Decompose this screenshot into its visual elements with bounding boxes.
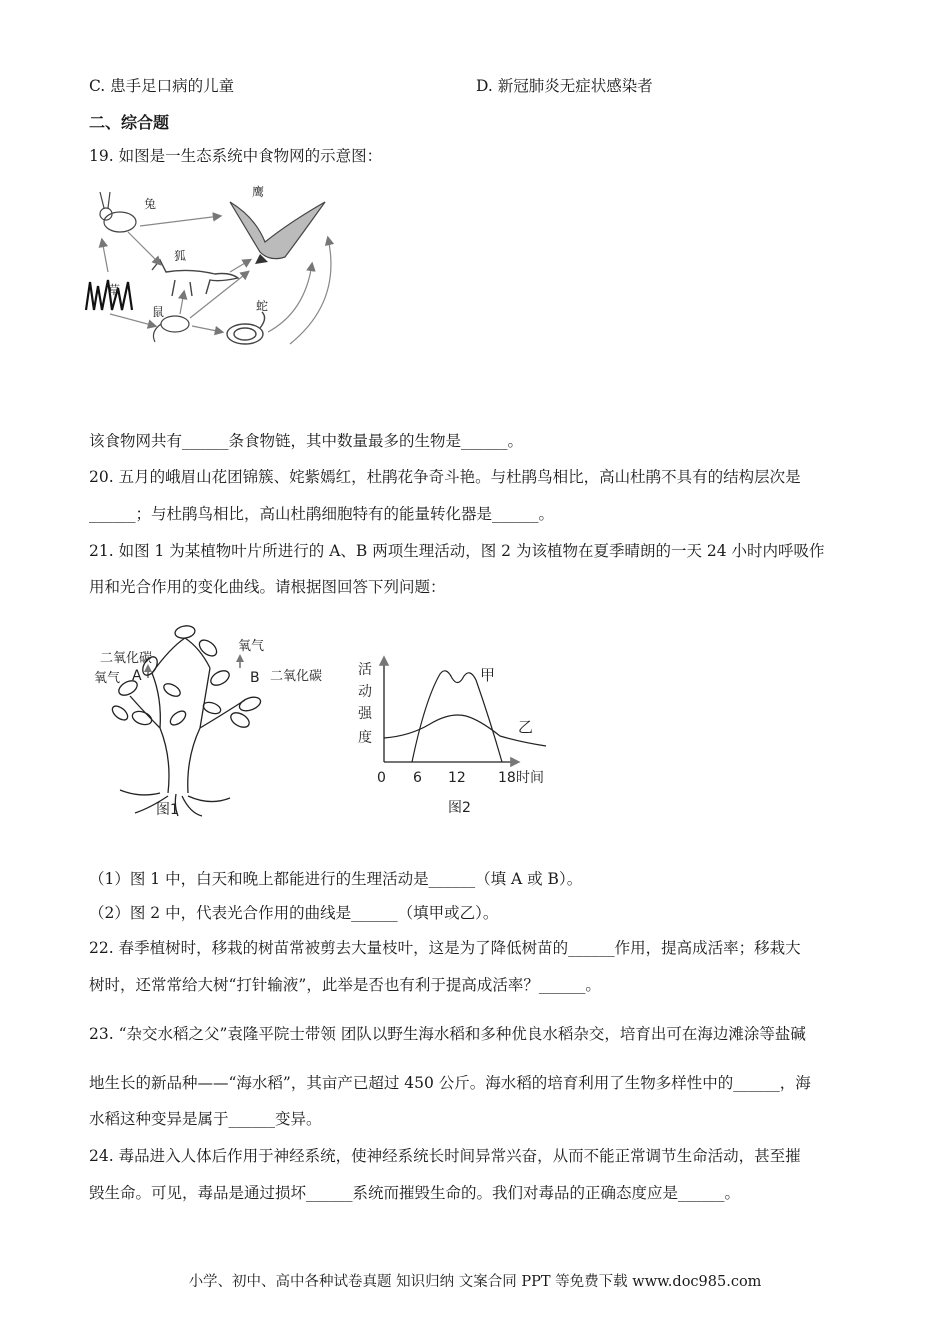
q19-stem: 19. 如图是一生态系统中食物网的示意图： [89,147,383,165]
page-footer: 小学、初中、高中各种试卷真题 知识归纳 文案合同 PPT 等免费下载 www.doc985.com [188,1274,762,1290]
q20-line1: 20. 五月的峨眉山花团锦簇、姹紫嫣红，杜鹃花争奇斗艳。与杜鹃鸟相比，高山杜鹃不具有的结构层次是 [89,468,801,486]
fig1-o2-right: 氧气 [238,639,265,654]
fig1-co2-right: 二氧化碳 [270,669,323,684]
tick-6: 6 [413,770,422,786]
label-grass: 草 [108,283,121,297]
snake-illustration [227,312,265,344]
xlabel: 时间 [516,770,544,786]
fig1-o2-left: 氧气 [94,671,121,686]
label-snake: 蛇 [256,299,269,313]
q21-line2: 用和光合作用的变化曲线。请根据图回答下列问题： [89,578,446,596]
q22-line1: 22. 春季植树时，移栽的树苗常被剪去大量枝叶，这是为了降低树苗的______作用，提高成活率；移栽大 [89,939,801,957]
tick-18: 18 [498,770,516,786]
rabbit-illustration [100,192,136,232]
q20-line2: ______；与杜鹃鸟相比，高山杜鹃细胞特有的能量转化器是______。 [89,505,555,523]
q21-sub1: （1）图 1 中，白天和晚上都能进行的生理活动是______（填 A 或 B）。 [89,870,583,888]
q23-line1: 23. “杂交水稻之父”袁隆平院士带领 团队以野生海水稻和多种优良水稻杂交，培育出可在海边滩涂等盐碱 [89,1025,806,1043]
q19-question: 该食物网共有______条食物链，其中数量最多的生物是______。 [89,432,524,450]
q23-line2: 地生长的新品种——“海水稻”，其亩产已超过 450 公斤。海水稻的培育利用了生物多样性中的______，海 [89,1074,811,1092]
curve-jia-label: 甲 [480,666,496,684]
curve-yi-label: 乙 [518,718,534,736]
label-mouse: 鼠 [152,305,165,319]
tick-0: 0 [377,770,386,786]
activity-chart [350,650,570,820]
option-d: D. 新冠肺炎无症状感染者 [476,77,653,95]
fig1-co2-left: 二氧化碳 [100,651,153,666]
q21-sub2: （2）图 2 中，代表光合作用的曲线是______（填甲或乙）。 [89,904,499,922]
eagle-illustration [230,202,325,264]
q21-line1: 21. 如图 1 为某植物叶片所进行的 A、B 两项生理活动，图 2 为该植物在夏季晴朗的一天 24 小时内呼吸作 [89,542,825,560]
label-fox: 狐 [174,249,187,263]
label-rabbit: 兔 [144,197,157,211]
label-eagle: 鹰 [252,185,265,199]
tick-12: 12 [448,770,466,786]
plant-figure [90,618,340,820]
fig1-caption: 图1 [156,802,179,818]
fig1-label-b: B [250,670,260,686]
fig1-label-a: A [132,668,142,684]
food-web-figure [80,182,350,362]
q24-line2: 毁生命。可见，毒品是通过损坏______系统而摧毁生命的。我们对毒品的正确态度应是______。 [89,1184,741,1202]
option-c: C. 患手足口病的儿童 [89,77,235,95]
q24-line1: 24. 毒品进入人体后作用于神经系统，使神经系统长时间异常兴奋，从而不能正常调节生命活动，甚至摧 [89,1147,801,1165]
curve-jia [412,671,502,762]
ylabel-char-4: 度 [358,730,372,746]
ylabel-char-3: 强 [358,706,372,722]
q23-line3: 水稻这种变异是属于______变异。 [89,1110,322,1128]
section-heading: 二、综合题 [89,113,170,132]
q22-line2: 树时，还常常给大树“打针输液”，此举是否也有利于提高成活率？______。 [89,976,601,994]
ylabel-char-1: 活 [358,662,372,678]
fig2-caption: 图2 [448,800,471,816]
ylabel-char-2: 动 [358,684,372,700]
mouse-illustration [153,316,189,342]
